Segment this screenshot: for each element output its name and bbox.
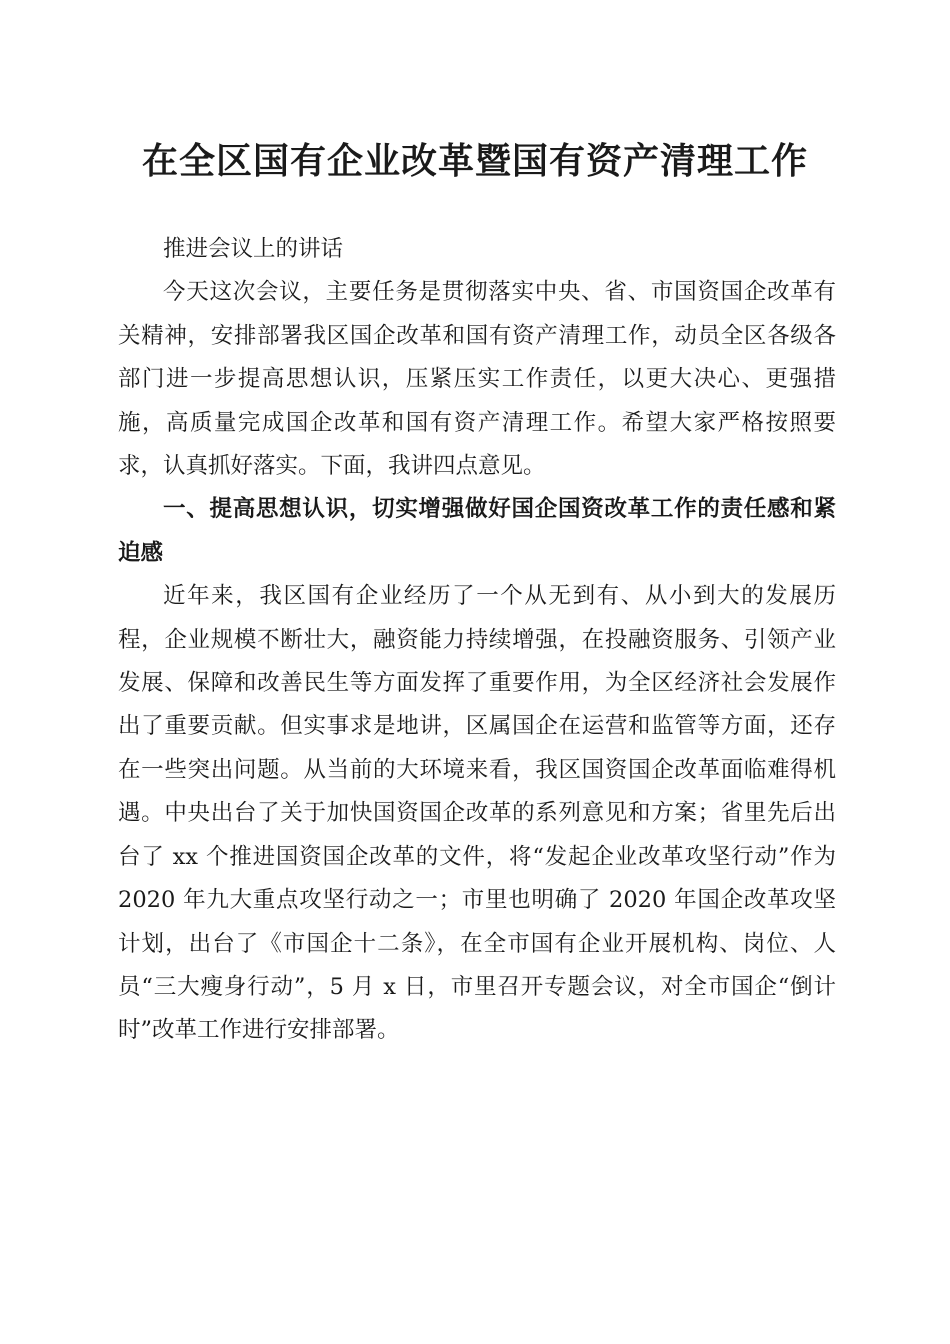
intro-paragraph: 今天这次会议，主要任务是贯彻落实中央、省、市国资国企改革有关精神，安排部署我区国企改革和国有资产清理工作，动员全区各级各部门进一步提高思想认识，压紧压实工作责任，以更大决心、更强措施，高质量完成国企改革和国有资产清理工作。希望大家严格按照要求，认真抓好落实。下面，我讲四点意见。: [118, 279, 836, 480]
section-paragraph: 近年来，我区国有企业经历了一个从无到有、从小到大的发展历程，企业规模不断壮大，融资能力持续增强，在投融资服务、引领产业发展、保障和改善民生等方面发挥了重要作用，为全区经济社会发展作出了重要贡献。但实事求是地讲，区属国企在运营和监管等方面，还存在一些突出问题。从当前的大环境来看，我区国资国企改革面临难得机遇。中央出台了关于加快国资国企改革的系列意见和方案；省里先后出台了 xx 个推进国资国企改革的文件，将“发起企业改革攻坚行动”作为 2020 年九大重点攻坚行动之一；市里也明确了 2020 年国企改革攻坚计划，出台了《市国企十二条》，在全市国有企业开展机构、岗位、人员“三大瘦身行动”，5 月 x 日，市里召开专题会议，对全市国企“倒计时”改革工作进行安排部署。: [118, 583, 836, 1044]
document-title: 在全区国有企业改革暨国有资产清理工作: [141, 140, 808, 182]
document-body: [118, 228, 836, 1053]
section-heading: 一、提高思想认识，切实增强做好国企国资改革工作的责任感和紧迫感: [118, 496, 836, 566]
document-subtitle: 推进会议上的讲话: [163, 236, 344, 262]
